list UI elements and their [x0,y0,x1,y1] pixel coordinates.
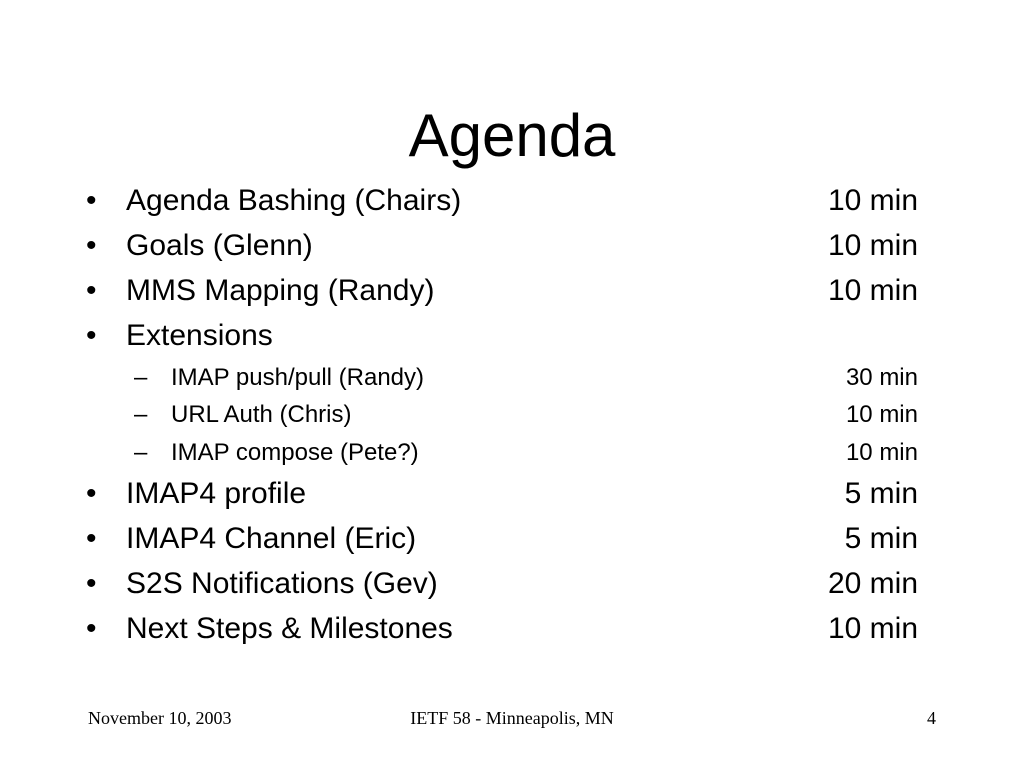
bullet-icon: • [86,477,97,510]
dash-bullet-icon: – [134,401,148,428]
agenda-subitem-duration: 30 min [845,364,918,391]
agenda-item-label: MMS Mapping (Randy) [126,274,435,307]
agenda-item-label: Next Steps & Milestones [126,612,453,645]
agenda-item-duration: 10 min [827,612,918,645]
agenda-subitem-label: IMAP compose (Pete?) [171,439,419,466]
dash-bullet-icon: – [134,364,148,391]
bullet-icon: • [86,612,97,645]
agenda-item-label: Goals (Glenn) [126,229,313,262]
bullet-icon: • [86,274,97,307]
agenda-item-label: Agenda Bashing (Chairs) [126,184,462,217]
bullet-icon: • [86,229,97,262]
agenda-item-duration: 10 min [827,184,918,217]
agenda-subitem-duration: 10 min [845,439,918,466]
dash-bullet-icon: – [134,439,148,466]
agenda-item-label: S2S Notifications (Gev) [126,567,438,600]
page-number: 4 [927,708,936,728]
footer-event: IETF 58 - Minneapolis, MN [410,708,614,728]
agenda-item-duration: 5 min [844,522,918,555]
agenda-item-label: IMAP4 profile [126,477,307,510]
agenda-item-label: Extensions [126,319,273,352]
agenda-item-duration: 5 min [844,477,918,510]
footer-date: November 10, 2003 [88,708,232,728]
bullet-icon: • [86,522,97,555]
agenda-subitem-label: IMAP push/pull (Randy) [171,364,425,391]
agenda-subitem-duration: 10 min [845,401,918,428]
agenda-subitem-label: URL Auth (Chris) [171,401,352,428]
bullet-icon: • [86,319,97,352]
agenda-item-duration: 10 min [827,229,918,262]
agenda-item-duration: 10 min [827,274,918,307]
bullet-icon: • [86,184,97,217]
agenda-item-label: IMAP4 Channel (Eric) [126,522,417,555]
slide-title: Agenda [408,102,616,169]
bullet-icon: • [86,567,97,600]
agenda-item-duration: 20 min [827,567,918,600]
